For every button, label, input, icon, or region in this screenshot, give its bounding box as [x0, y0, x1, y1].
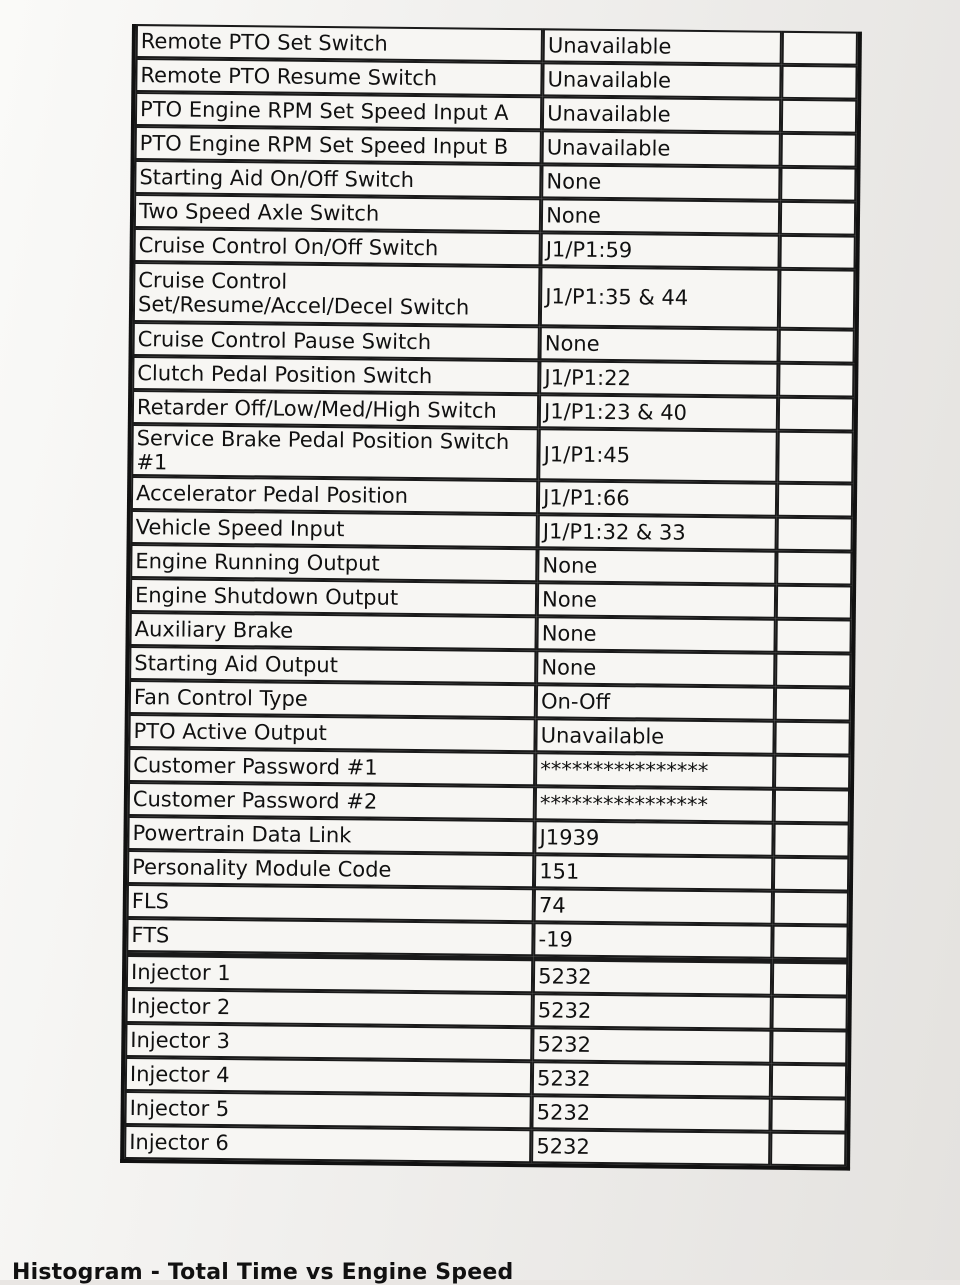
parameter-name-cell: Two Speed Axle Switch [134, 194, 541, 232]
parameter-value-cell: None [541, 198, 780, 234]
parameter-value-cell: J1/P1:35 & 44 [540, 266, 779, 328]
parameter-value-cell: 74 [534, 889, 773, 925]
parameter-unit-cell [775, 687, 852, 722]
parameter-unit-cell [778, 329, 855, 364]
parameter-value-cell: Unavailable [542, 96, 781, 132]
parameter-value-cell: 5232 [533, 994, 772, 1030]
parameter-value-cell: 151 [534, 855, 773, 891]
histogram-heading: Histogram - Total Time vs Engine Speed [12, 1260, 514, 1285]
parameter-name-cell: Injector 1 [126, 952, 533, 993]
parameter-name-cell: Cruise Control Pause Switch [133, 322, 540, 360]
parameter-name-cell: Injector 4 [125, 1057, 532, 1095]
parameter-unit-cell [778, 397, 855, 432]
parameter-value-cell: On-Off [536, 685, 775, 721]
parameter-value-cell: J1/P1:45 [538, 428, 777, 483]
parameter-name-cell: Cruise Control On/Off Switch [134, 228, 541, 266]
parameter-name-cell: Injector 3 [125, 1023, 532, 1061]
parameter-value-cell: 5232 [533, 957, 772, 996]
parameter-unit-cell [774, 721, 851, 756]
parameter-unit-cell [773, 823, 850, 858]
parameter-name-cell: Starting Aid On/Off Switch [134, 160, 541, 198]
parameter-unit-cell [774, 755, 851, 790]
parameter-unit-cell [775, 653, 852, 688]
parameter-value-cell: J1939 [534, 821, 773, 857]
parameter-unit-cell [781, 31, 858, 66]
parameter-name-cell: Fan Control Type [129, 680, 536, 718]
parameter-value-cell: 5232 [532, 1062, 771, 1098]
parameter-unit-cell [773, 789, 850, 824]
parameter-value-cell: J1/P1:22 [539, 360, 778, 396]
parameter-unit-cell [770, 1132, 847, 1167]
parameter-unit-cell [771, 996, 848, 1031]
parameter-unit-cell [777, 483, 854, 518]
parameter-name-cell: Cruise Control Set/Resume/Accel/Decel Switch [133, 262, 541, 326]
parameter-name-cell: PTO Active Output [128, 714, 535, 752]
parameter-name-cell: Customer Password #1 [128, 748, 535, 786]
parameter-name-cell: Starting Aid Output [129, 646, 536, 684]
parameter-unit-cell [777, 431, 854, 484]
parameter-unit-cell [776, 551, 853, 586]
parameter-unit-cell [781, 65, 858, 100]
parameter-value-cell: None [537, 617, 776, 653]
parameter-table-frame [120, 24, 892, 1160]
parameter-name-cell: Clutch Pedal Position Switch [132, 356, 539, 394]
parameter-name-cell: Engine Shutdown Output [130, 578, 537, 616]
parameter-unit-cell [779, 269, 856, 330]
parameter-unit-cell [780, 201, 857, 236]
parameter-value-cell: 5232 [532, 1096, 771, 1132]
parameter-unit-cell [775, 619, 852, 654]
parameter-name-cell: Service Brake Pedal Position Switch #1 [131, 424, 539, 481]
parameter-value-cell: **************** [535, 753, 774, 789]
parameter-value-cell: **************** [535, 787, 774, 823]
parameter-unit-cell [771, 1064, 848, 1099]
parameter-value-cell: 5232 [532, 1028, 771, 1064]
parameter-value-cell: -19 [533, 923, 772, 959]
parameter-name-cell: Powertrain Data Link [127, 816, 534, 854]
parameter-name-cell: PTO Engine RPM Set Speed Input A [135, 92, 542, 130]
parameter-unit-cell [780, 167, 857, 202]
parameter-unit-cell [770, 1098, 847, 1133]
parameter-unit-cell [778, 363, 855, 398]
parameter-unit-cell [772, 891, 849, 926]
parameter-value-cell: J1/P1:32 & 33 [538, 515, 777, 551]
parameter-name-cell: Remote PTO Resume Switch [135, 58, 542, 96]
parameter-unit-cell [772, 925, 849, 960]
parameter-unit-cell [776, 517, 853, 552]
parameter-unit-cell [771, 1030, 848, 1065]
parameter-unit-cell [779, 235, 856, 270]
parameter-name-cell: Vehicle Speed Input [131, 510, 538, 548]
parameter-name-cell: Customer Password #2 [128, 782, 535, 820]
parameter-value-cell: Unavailable [543, 28, 782, 64]
parameter-name-cell: FLS [127, 884, 534, 922]
parameter-value-cell: None [537, 583, 776, 619]
table-row [131, 424, 854, 484]
parameter-value-cell: None [540, 326, 779, 362]
parameter-unit-cell [776, 585, 853, 620]
table-row [124, 1125, 846, 1167]
parameter-value-cell: J1/P1:59 [541, 232, 780, 268]
parameter-value-cell: Unavailable [542, 130, 781, 166]
parameter-name-cell: Remote PTO Set Switch [136, 24, 543, 62]
parameter-value-cell: J1/P1:66 [538, 481, 777, 517]
parameter-unit-cell [773, 857, 850, 892]
parameter-name-cell: Injector 6 [124, 1125, 531, 1163]
parameter-table-body [124, 24, 858, 1167]
parameter-value-cell: Unavailable [536, 719, 775, 755]
parameter-name-cell: Personality Module Code [127, 850, 534, 888]
parameter-name-cell: Engine Running Output [130, 544, 537, 582]
parameter-value-cell: Unavailable [542, 62, 781, 98]
parameter-unit-cell [781, 99, 858, 134]
parameter-unit-cell [772, 959, 849, 997]
parameter-table [120, 24, 862, 1171]
table-row [133, 262, 856, 330]
parameter-value-cell: 5232 [531, 1130, 770, 1166]
parameter-value-cell: None [536, 651, 775, 687]
parameter-value-cell: None [537, 549, 776, 585]
parameter-unit-cell [780, 133, 857, 168]
parameter-name-cell: FTS [126, 918, 533, 956]
parameter-name-cell: Auxiliary Brake [129, 612, 536, 650]
parameter-name-cell: Retarder Off/Low/Med/High Switch [132, 390, 539, 428]
parameter-name-cell: Injector 2 [126, 989, 533, 1027]
parameter-name-cell: PTO Engine RPM Set Speed Input B [135, 126, 542, 164]
parameter-value-cell: None [541, 164, 780, 200]
parameter-name-cell: Injector 5 [124, 1091, 531, 1129]
parameter-value-cell: J1/P1:23 & 40 [539, 394, 778, 430]
parameter-name-cell: Accelerator Pedal Position [131, 476, 538, 514]
